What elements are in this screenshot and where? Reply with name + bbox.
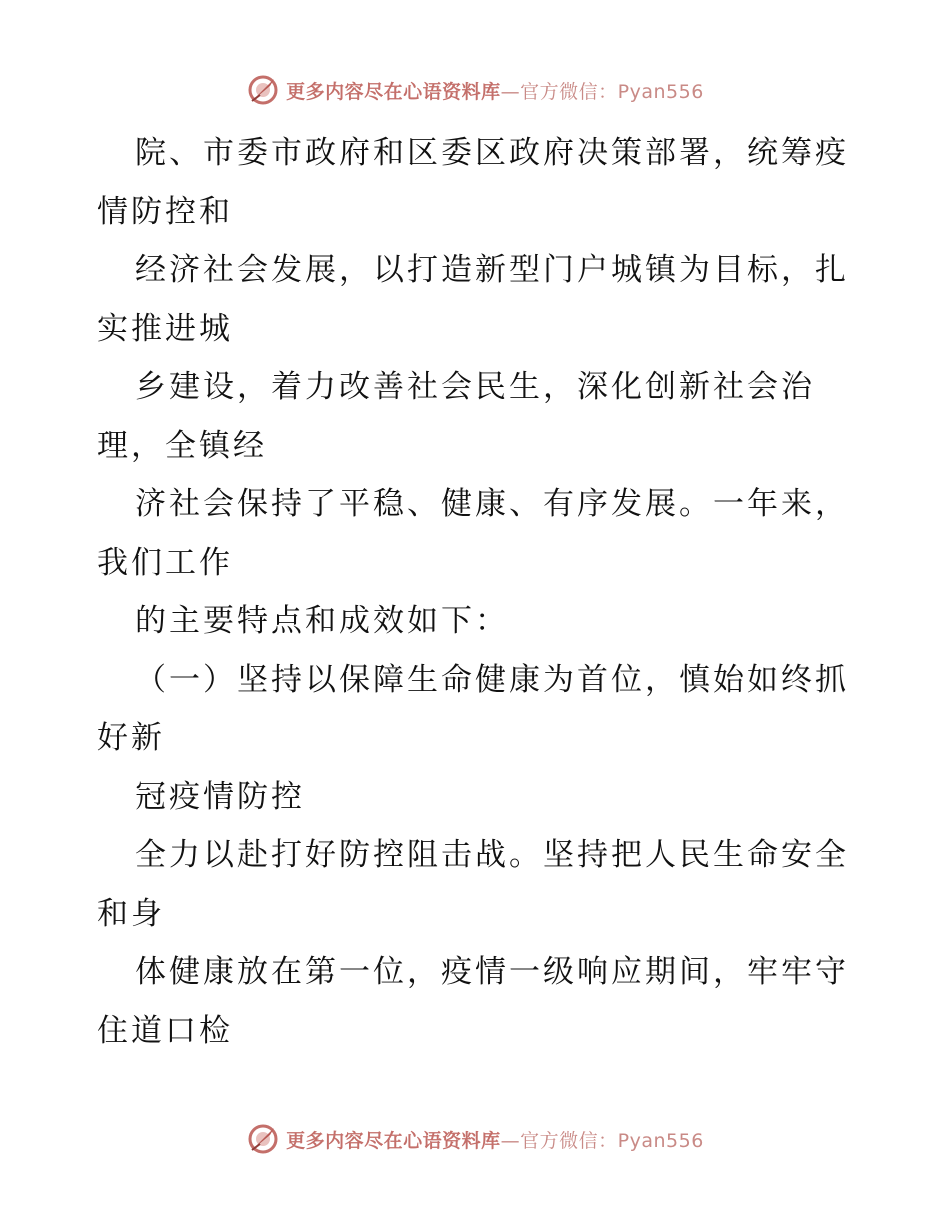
- watermark-dash: —: [500, 80, 521, 103]
- text-line: （一）坚持以保障生命健康为首位，慎始如终抓: [135, 661, 849, 698]
- text-line: 院、市委市政府和区委区政府决策部署，统筹疫: [135, 135, 849, 171]
- feather-pen-logo-icon: [246, 1122, 280, 1156]
- watermark-dash: —: [500, 1129, 521, 1152]
- footer-watermark: [0, 1119, 950, 1159]
- header-watermark: [0, 70, 950, 110]
- watermark-contact: 官方微信：Pyan556: [520, 80, 704, 103]
- text-line: 理，全镇经: [97, 427, 267, 464]
- text-line: 好新: [97, 720, 165, 756]
- feather-pen-logo-icon: [246, 73, 280, 107]
- text-line: 实推进城: [97, 310, 233, 347]
- text-line: 冠疫情防控: [135, 778, 305, 815]
- text-line: 全力以赴打好防控阻击战。坚持把人民生命安全: [135, 837, 849, 873]
- watermark-text: [286, 1126, 704, 1153]
- text-line: 经济社会发展，以打造新型门户城镇为目标，扎: [135, 252, 849, 288]
- watermark-contact: 官方微信：Pyan556: [520, 1129, 704, 1152]
- text-line: 的主要特点和成效如下：: [135, 603, 509, 639]
- text-line: 和身: [97, 895, 165, 932]
- text-line: 济社会保持了平稳、健康、有序发展。一年来，: [135, 486, 849, 522]
- text-line: 情防控和: [97, 193, 233, 230]
- watermark-text: [286, 77, 704, 104]
- text-line: 体健康放在第一位，疫情一级响应期间，牢牢守: [135, 954, 849, 990]
- text-line: 乡建设，着力改善社会民生，深化创新社会治: [135, 369, 815, 405]
- text-line: 住道口检: [97, 1012, 233, 1049]
- watermark-brand: 更多内容尽在心语资料库: [286, 1129, 501, 1152]
- text-line: 我们工作: [97, 544, 233, 581]
- watermark-brand: 更多内容尽在心语资料库: [286, 80, 501, 103]
- document-body: [97, 124, 877, 1060]
